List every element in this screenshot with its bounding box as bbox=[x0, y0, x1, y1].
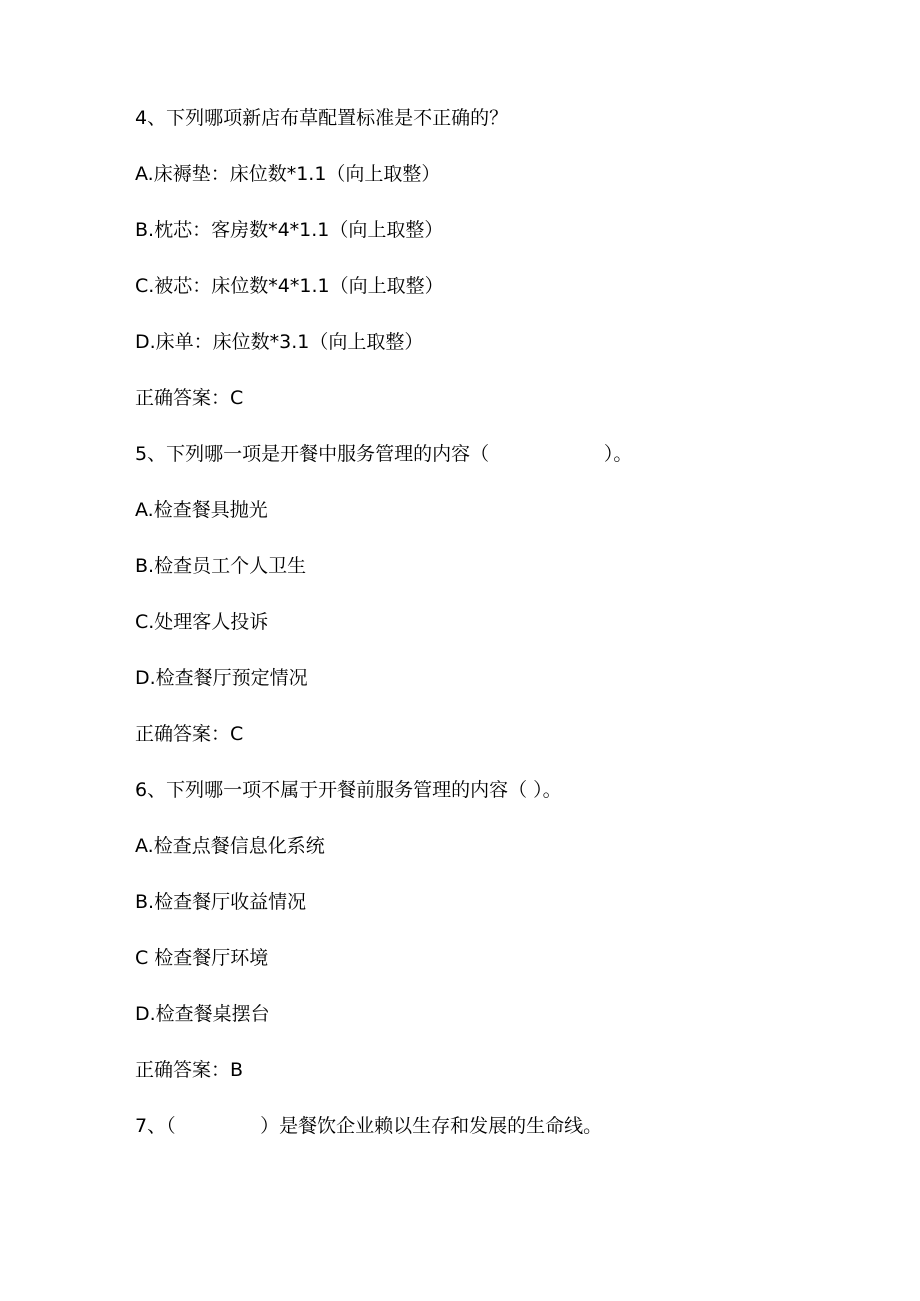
question-6-option-a: A.检查点餐信息化系统 bbox=[135, 835, 325, 857]
question-4-answer: 正确答案：C bbox=[135, 387, 244, 409]
question-4-option-b: B.枕芯：客房数*4*1.1（向上取整） bbox=[135, 219, 444, 241]
question-4-option-a: A.床褥垫：床位数*1.1（向上取整） bbox=[135, 163, 441, 185]
question-7-text: 7、（ ）是餐饮企业赖以生存和发展的生命线。 bbox=[135, 1115, 603, 1137]
question-4-text: 4、下列哪项新店布草配置标准是不正确的？ bbox=[135, 107, 509, 129]
question-4-option-c: C.被芯：床位数*4*1.1（向上取整） bbox=[135, 275, 444, 297]
question-5-text: 5、下列哪一项是开餐中服务管理的内容（ ）。 bbox=[135, 443, 633, 465]
question-5-option-b: B.检查员工个人卫生 bbox=[135, 555, 307, 577]
question-6-option-b: B.检查餐厅收益情况 bbox=[135, 891, 307, 913]
question-6-text: 6、下列哪一项不属于开餐前服务管理的内容（ ）。 bbox=[135, 779, 562, 801]
question-6-option-c: C 检查餐厅环境 bbox=[135, 947, 269, 969]
question-5-option-d: D.检查餐厅预定情况 bbox=[135, 667, 308, 689]
question-5-option-c: C.处理客人投诉 bbox=[135, 611, 269, 633]
question-5-answer: 正确答案：C bbox=[135, 723, 244, 745]
question-6-answer: 正确答案：B bbox=[135, 1059, 244, 1081]
question-6-option-d: D.检查餐桌摆台 bbox=[135, 1003, 270, 1025]
question-4-option-d: D.床单：床位数*3.1（向上取整） bbox=[135, 331, 424, 353]
question-5-option-a: A.检查餐具抛光 bbox=[135, 499, 268, 521]
